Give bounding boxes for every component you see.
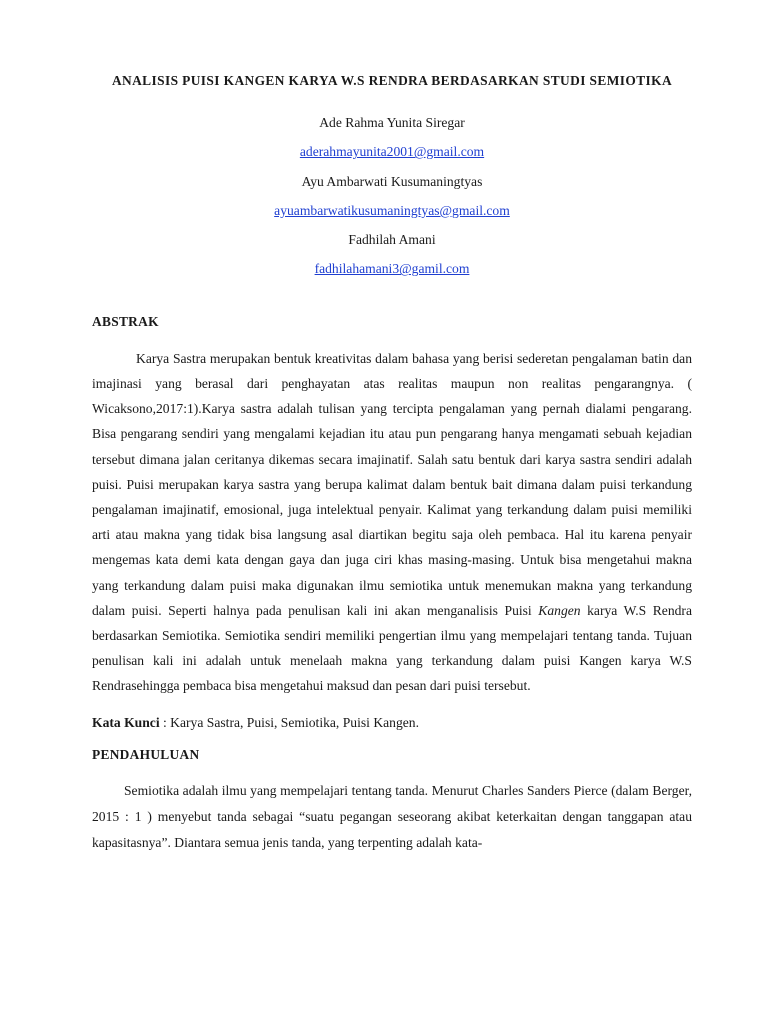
paper-title: ANALISIS PUISI KANGEN KARYA W.S RENDRA BERDASARKAN STUDI SEMIOTIKA bbox=[111, 73, 673, 88]
keywords-text: : Karya Sastra, Puisi, Semiotika, Puisi Kangen. bbox=[159, 714, 419, 730]
introduction-paragraph: Semiotika adalah ilmu yang mempelajari tentang tanda. Menurut Charles Sanders Pierce (dalam Berger, 2015 : 1 ) menyebut tanda sebagai “suatu pegangan seseorang akibat keterkaitan dengan tanggapan atau kapasitasnya”. Diantara semua jenis tanda, yang terpenting adalah kata- bbox=[92, 782, 692, 851]
author-email-link[interactable]: fadhilahamani3@gamil.com bbox=[314, 261, 470, 277]
abstract-paragraph bbox=[92, 346, 692, 699]
author-name: Ayu Ambarwati Kusumaningtyas bbox=[301, 173, 483, 189]
author-email-link[interactable]: ayuambarwatikusumaningtyas@gmail.com bbox=[274, 202, 510, 218]
author-block bbox=[92, 108, 692, 284]
keywords-label: Kata Kunci bbox=[92, 714, 160, 730]
author-email-link[interactable]: aderahmayunita2001@gmail.com bbox=[299, 144, 485, 160]
abstract-italic-title: Kangen bbox=[538, 602, 581, 618]
keywords-line bbox=[92, 715, 692, 731]
abstract-text-part: karya W.S Rendra berdasarkan Semiotika. Semiotika sendiri memiliki pengertian ilmu yang mempelajari tentang tanda. Tujuan penulisan kali ini adalah untuk menelaah makna yang terkandung dalam puisi Kangen karya W.S Rendrasehingga pembaca bisa mengetahui maksud dan pesan dari puisi tersebut. bbox=[92, 602, 692, 694]
abstract-text-part: Karya Sastra merupakan bentuk kreativitas dalam bahasa yang berisi sederetan pengalaman batin dan imajinasi yang berasal dari penghayatan atas realitas maupun non realitas pengarangnya. ( Wicaksono,2017:1).Karya sastra adalah tulisan yang tercipta pengalaman yang pernah dialami pengarang. Bisa pengarang sendiri yang mengalami kejadian itu atau pun pengarang hanya mengamati sebuah kejadian tersebut dimana jalan ceritanya dikemas secara imajinatif. Salah satu bentuk dari karya sastra sendiri adalah puisi. Puisi merupakan karya sastra yang berupa kalimat dalam bentuk bait dimana dalam puisi terkandung pengalaman imajinatif, emosional, juga intelektual penyair. Kalimat yang terkandung dalam puisi memiliki arti atau makna yang tidak bisa langsung asal diartikan begitu saja oleh pembaca. Hal itu karena penyair mengemas kata demi kata dengan gaya dan juga ciri khas masing-masing. Untuk bisa mengetahui makna yang terkandung dalam puisi maka digunakan ilmu semiotika untuk menemukan makna yang terkandung dalam puisi. Seperti halnya pada penulisan kali ini akan menganalisis Puisi bbox=[92, 350, 692, 618]
abstract-heading: ABSTRAK bbox=[92, 313, 159, 329]
author-name: Ade Rahma Yunita Siregar bbox=[319, 115, 465, 130]
introduction-heading: PENDAHULUAN bbox=[92, 746, 200, 762]
author-name: Fadhilah Amani bbox=[348, 232, 436, 248]
